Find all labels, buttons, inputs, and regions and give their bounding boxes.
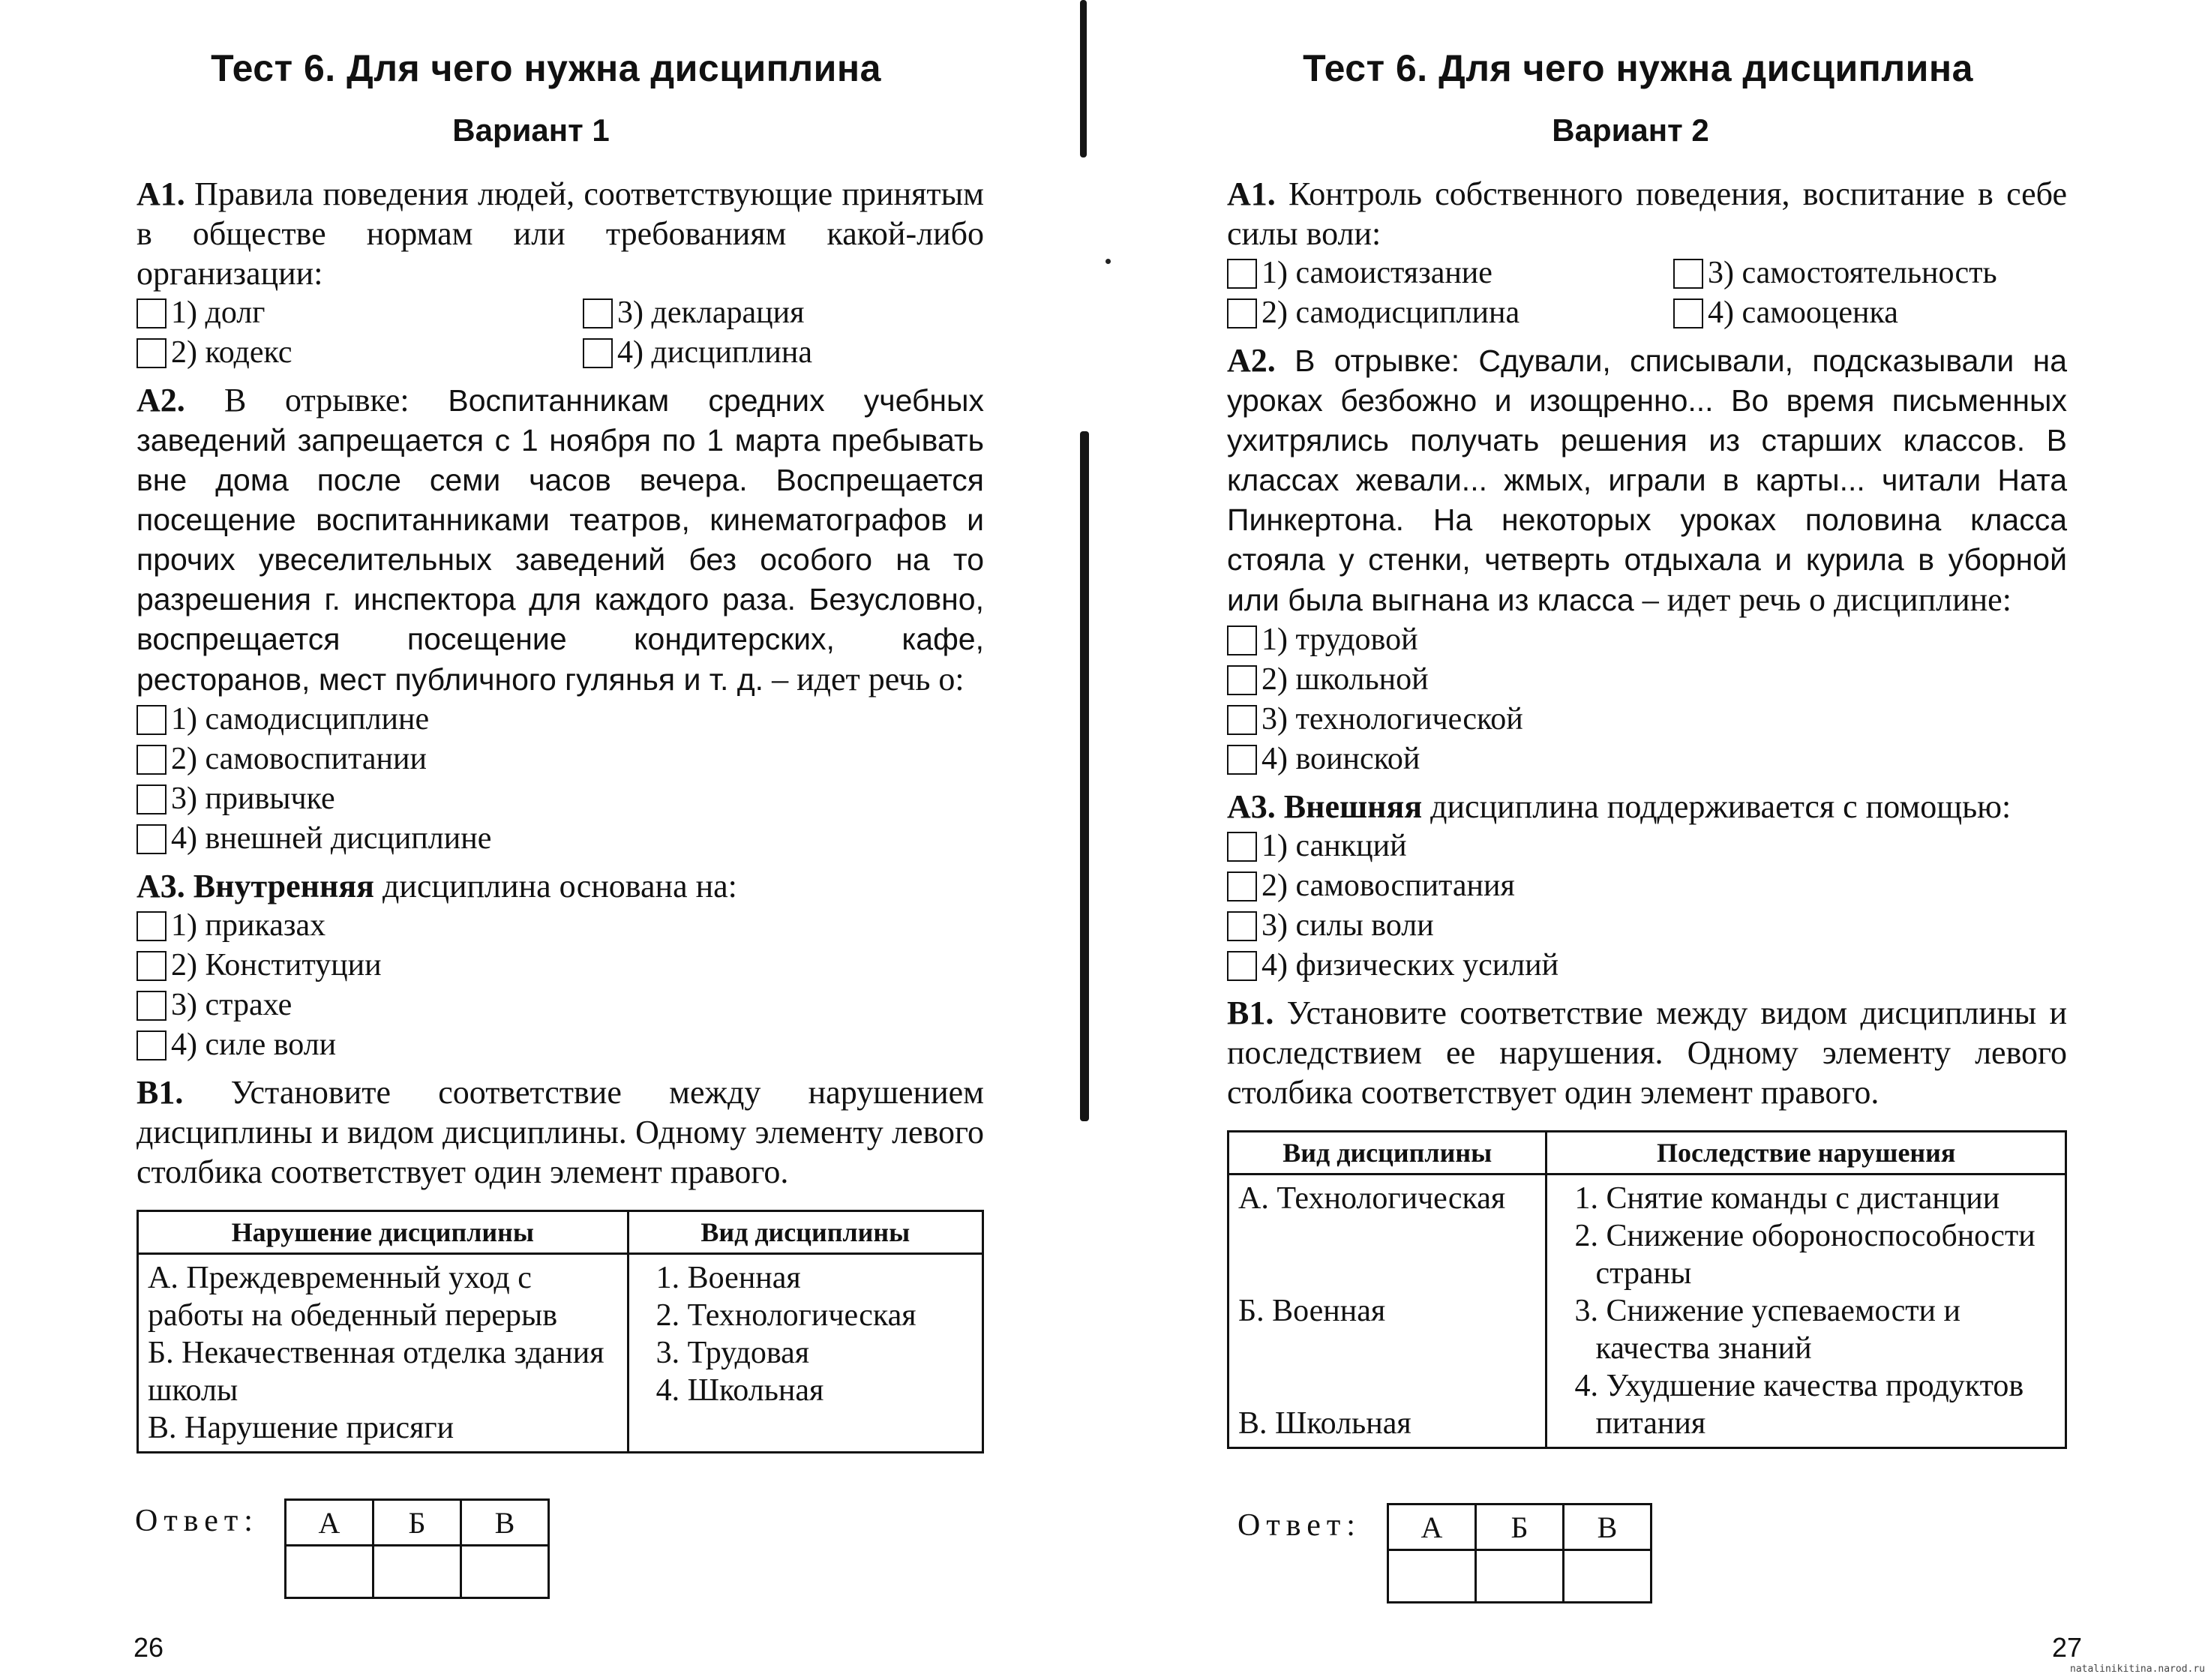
variant-label: Вариант 2 (1552, 112, 1709, 148)
checkbox[interactable] (1227, 951, 1257, 981)
question-a2: A2. В отрывке: Сдували, списывали, подсказывали на уроках безбожно и изощренно... Во время письменных ухитрялись получать решения из старших классов. В классах жевали... жмых, играли в карты... читали Ната Пинкертона. На некоторых уроках половина класса стояла у стенки, четверть отдыхала и курила в уборной или была выгнана из класса – идет речь о дисциплине: 1) трудовой 2) школьной 3) технологической 4) воинской (1227, 340, 2067, 779)
options (1227, 620, 2067, 779)
page-title: Тест 6. Для чего нужна дисциплина (1303, 47, 1973, 89)
answer-block (1238, 1503, 1652, 1604)
answer-table (284, 1498, 550, 1599)
answer-cell[interactable] (1563, 1550, 1651, 1603)
variant-label: Вариант 1 (452, 112, 610, 148)
list-item: Б. Некачественная отделка здания школы (148, 1336, 604, 1408)
checkbox[interactable] (1227, 872, 1257, 902)
question-label: A2. (136, 382, 185, 418)
question-label: B1. (136, 1074, 184, 1111)
list-item: 3. Трудовая (656, 1336, 810, 1370)
option[interactable]: 2) самодисциплина (1227, 293, 1673, 333)
page-title: Тест 6. Для чего нужна дисциплина (211, 47, 881, 89)
checkbox[interactable] (1227, 911, 1257, 941)
option[interactable]: 3) привычке (136, 779, 984, 819)
watermark: natalinikitina.narod.ru (2070, 1664, 2205, 1675)
option[interactable]: 2) самовоспитания (1227, 866, 2067, 906)
checkbox[interactable] (1227, 705, 1257, 735)
options (136, 906, 984, 1065)
answer-cell[interactable] (285, 1546, 373, 1598)
option[interactable]: 2) кодекс (136, 333, 583, 373)
checkbox[interactable] (1227, 832, 1257, 862)
checkbox[interactable] (136, 705, 166, 735)
list-item: В. Нарушение присяги (148, 1411, 454, 1445)
option[interactable]: 2) Конституции (136, 946, 984, 986)
answer-cell[interactable] (373, 1546, 460, 1598)
question-a1 (136, 174, 984, 373)
option[interactable]: 1) самоистязание (1227, 254, 1673, 293)
question-a2: A2. В отрывке: Воспитанникам средних учебных заведений запрещается с 1 ноября по 1 марта пребывать вне дома после семи часов вечера. Воспрещается посещение воспитанниками театров, кинематографов и прочих увеселительных заведений без особого на то разрешения г. инспектора для каждого раза. Безусловно, воспрещается посещение кондитерских, кафе, ресторанов, мест публичного гулянья и т. д. – идет речь о: 1) самодисциплине 2) самовоспитании 3) привычке 4) внешней дисциплине (136, 380, 984, 859)
question-text: Правила поведения людей, соответствующие принятым в обществе нормам или требованиям какой-либо организации: (136, 176, 985, 292)
answer-header: Б (1475, 1504, 1563, 1550)
checkbox[interactable] (136, 991, 166, 1021)
question-a3: A3. Внешняя дисциплина поддерживается с помощью: 1) санкций 2) самовоспитания 3) силы воли 4) физических усилий (1227, 787, 2067, 986)
left-page (0, 0, 1092, 1680)
right-page (1092, 0, 2184, 1680)
option[interactable]: 4) самооценка (1673, 293, 2067, 333)
option[interactable]: 3) силы воли (1227, 906, 2067, 946)
list-item: 4. Ухудшение качества продуктов питания (1574, 1369, 2024, 1441)
answer-header: А (285, 1500, 373, 1546)
checkbox[interactable] (1227, 626, 1257, 656)
answer-label: Ответ: (1238, 1508, 1361, 1543)
option[interactable]: 1) санкций (1227, 826, 2067, 866)
options (1227, 254, 2067, 333)
matching-table (1227, 1130, 2067, 1449)
question-b1: B1. Установите соответствие между видом дисциплины и последствием ее нарушения. Одному элементу левого столбика соответствует один элемент правого. Вид дисциплины Последствие нарушения А. Технологическая Б. Военная В. Школьная 1. Снятие команды с дистанции 2. Снижение обороноспособности страны 3. Снижение успеваемости и качества знаний 4. Ухудшение качества продуктов питания (1227, 993, 2067, 1449)
checkbox[interactable] (1227, 298, 1257, 328)
table-cell (138, 1254, 628, 1453)
table-header: Последствие нарушения (1546, 1132, 2066, 1174)
answer-cell[interactable] (460, 1546, 548, 1598)
answer-header: Б (373, 1500, 460, 1546)
option[interactable]: 1) самодисциплине (136, 700, 984, 740)
checkbox[interactable] (1673, 259, 1703, 289)
checkbox[interactable] (136, 951, 166, 981)
answer-header: А (1388, 1504, 1475, 1550)
question-label: A3. (1227, 788, 1276, 825)
options (136, 700, 984, 859)
option[interactable]: 1) долг (136, 293, 583, 333)
checkbox[interactable] (583, 298, 613, 328)
answer-label: Ответ: (135, 1504, 259, 1538)
question-label: A1. (136, 176, 185, 212)
list-item: В. Школьная (1238, 1406, 1412, 1441)
table-cell (628, 1254, 982, 1453)
checkbox[interactable] (1227, 665, 1257, 695)
answer-block (135, 1498, 550, 1599)
question-label: A2. (1227, 342, 1276, 379)
passage-text: Сдували, списывали, подсказывали на уроках безбожно и изощренно... Во время письменных ухитрялись получать решения из старших классов. В классах жевали... жмых, играли в карты... читали Ната Пинкертона. На некоторых уроках половина класса стояла у стенки, четверть отдыхала и курила в уборной или была выгнана из класса (1227, 344, 2067, 617)
option[interactable]: 3) самостоятельность (1673, 254, 2067, 293)
question-text: Контроль собственного поведения, воспитание в себе силы воли: (1227, 176, 2067, 252)
list-item: А. Технологическая (1238, 1181, 1506, 1216)
checkbox[interactable] (136, 784, 166, 814)
option[interactable]: 4) воинской (1227, 740, 2067, 779)
checkbox[interactable] (1673, 298, 1703, 328)
options (136, 293, 984, 373)
table-header: Вид дисциплины (1228, 1132, 1546, 1174)
option[interactable]: 4) силе воли (136, 1025, 984, 1065)
table-header: Вид дисциплины (628, 1211, 982, 1254)
list-item: 2. Снижение обороноспособности страны (1574, 1219, 2036, 1291)
page-number: 27 (2052, 1632, 2083, 1663)
checkbox[interactable] (136, 824, 166, 854)
option[interactable]: 4) физических усилий (1227, 946, 2067, 986)
question-b1: B1. Установите соответствие между нарушением дисциплины и видом дисциплины. Одному элементу левого столбика соответствует один элемент правого. Нарушение дисциплины Вид дисциплины А. Преждевременный уход с работы на обеденный перерыв Б. Некачественная отделка здания школы В. Нарушение присяги 1. Военная 2. Технологическая 3. Трудовая 4. Школьная (136, 1072, 984, 1454)
option[interactable]: 3) технологической (1227, 700, 2067, 740)
questions (136, 174, 984, 1461)
matching-table (136, 1210, 984, 1454)
list-item: 1. Снятие команды с дистанции (1574, 1181, 2000, 1216)
question-label: B1. (1227, 994, 1274, 1031)
list-item: 2. Технологическая (656, 1298, 916, 1333)
checkbox[interactable] (583, 338, 613, 368)
option[interactable]: 2) школьной (1227, 660, 2067, 700)
option[interactable]: 4) внешней дисциплине (136, 819, 984, 859)
table-header: Нарушение дисциплины (138, 1211, 628, 1254)
list-item: А. Преждевременный уход с работы на обеденный перерыв (148, 1261, 558, 1333)
table-cell (1228, 1174, 1546, 1448)
answer-table (1387, 1503, 1652, 1604)
checkbox[interactable] (136, 298, 166, 328)
checkbox[interactable] (1227, 745, 1257, 775)
question-a3: A3. Внутренняя дисциплина основана на: 1) приказах 2) Конституции 3) страхе 4) силе воли (136, 866, 984, 1065)
list-item: Б. Военная (1238, 1294, 1386, 1328)
option[interactable]: 3) декларация (583, 293, 984, 333)
questions (1227, 174, 2067, 1456)
checkbox[interactable] (1227, 259, 1257, 289)
question-label: A1. (1227, 176, 1276, 212)
option[interactable]: 1) трудовой (1227, 620, 2067, 660)
checkbox[interactable] (136, 911, 166, 941)
checkbox[interactable] (136, 338, 166, 368)
binding-shadow (1080, 431, 1089, 1121)
table-cell (1546, 1174, 2066, 1448)
answer-cell[interactable] (1388, 1550, 1475, 1603)
list-item: 4. Школьная (656, 1373, 824, 1408)
answer-cell[interactable] (1475, 1550, 1563, 1603)
option[interactable]: 1) приказах (136, 906, 984, 946)
list-item: 1. Военная (656, 1261, 801, 1295)
option[interactable]: 2) самовоспитании (136, 740, 984, 779)
option[interactable]: 4) дисциплина (583, 333, 984, 373)
checkbox[interactable] (136, 745, 166, 775)
answer-header: В (460, 1500, 548, 1546)
option[interactable]: 3) страхе (136, 986, 984, 1025)
passage-text: Воспитанникам средних учебных заведений запрещается с 1 ноября по 1 марта пребывать вне дома после семи часов вечера. Воспрещается посещение воспитанниками театров, кинематографов и прочих увеселительных заведений без особого на то разрешения г. инспектора для каждого раза. Безусловно, воспрещается посещение кондитерских, кафе, ресторанов, мест публичного гулянья и т. д. (136, 383, 985, 697)
answer-header: В (1563, 1504, 1651, 1550)
question-label: A3. (136, 868, 185, 904)
options (1227, 826, 2067, 986)
checkbox[interactable] (136, 1030, 166, 1060)
question-a1 (1227, 174, 2067, 333)
page-number: 26 (134, 1632, 164, 1663)
list-item: 3. Снижение успеваемости и качества знаний (1574, 1294, 1961, 1366)
